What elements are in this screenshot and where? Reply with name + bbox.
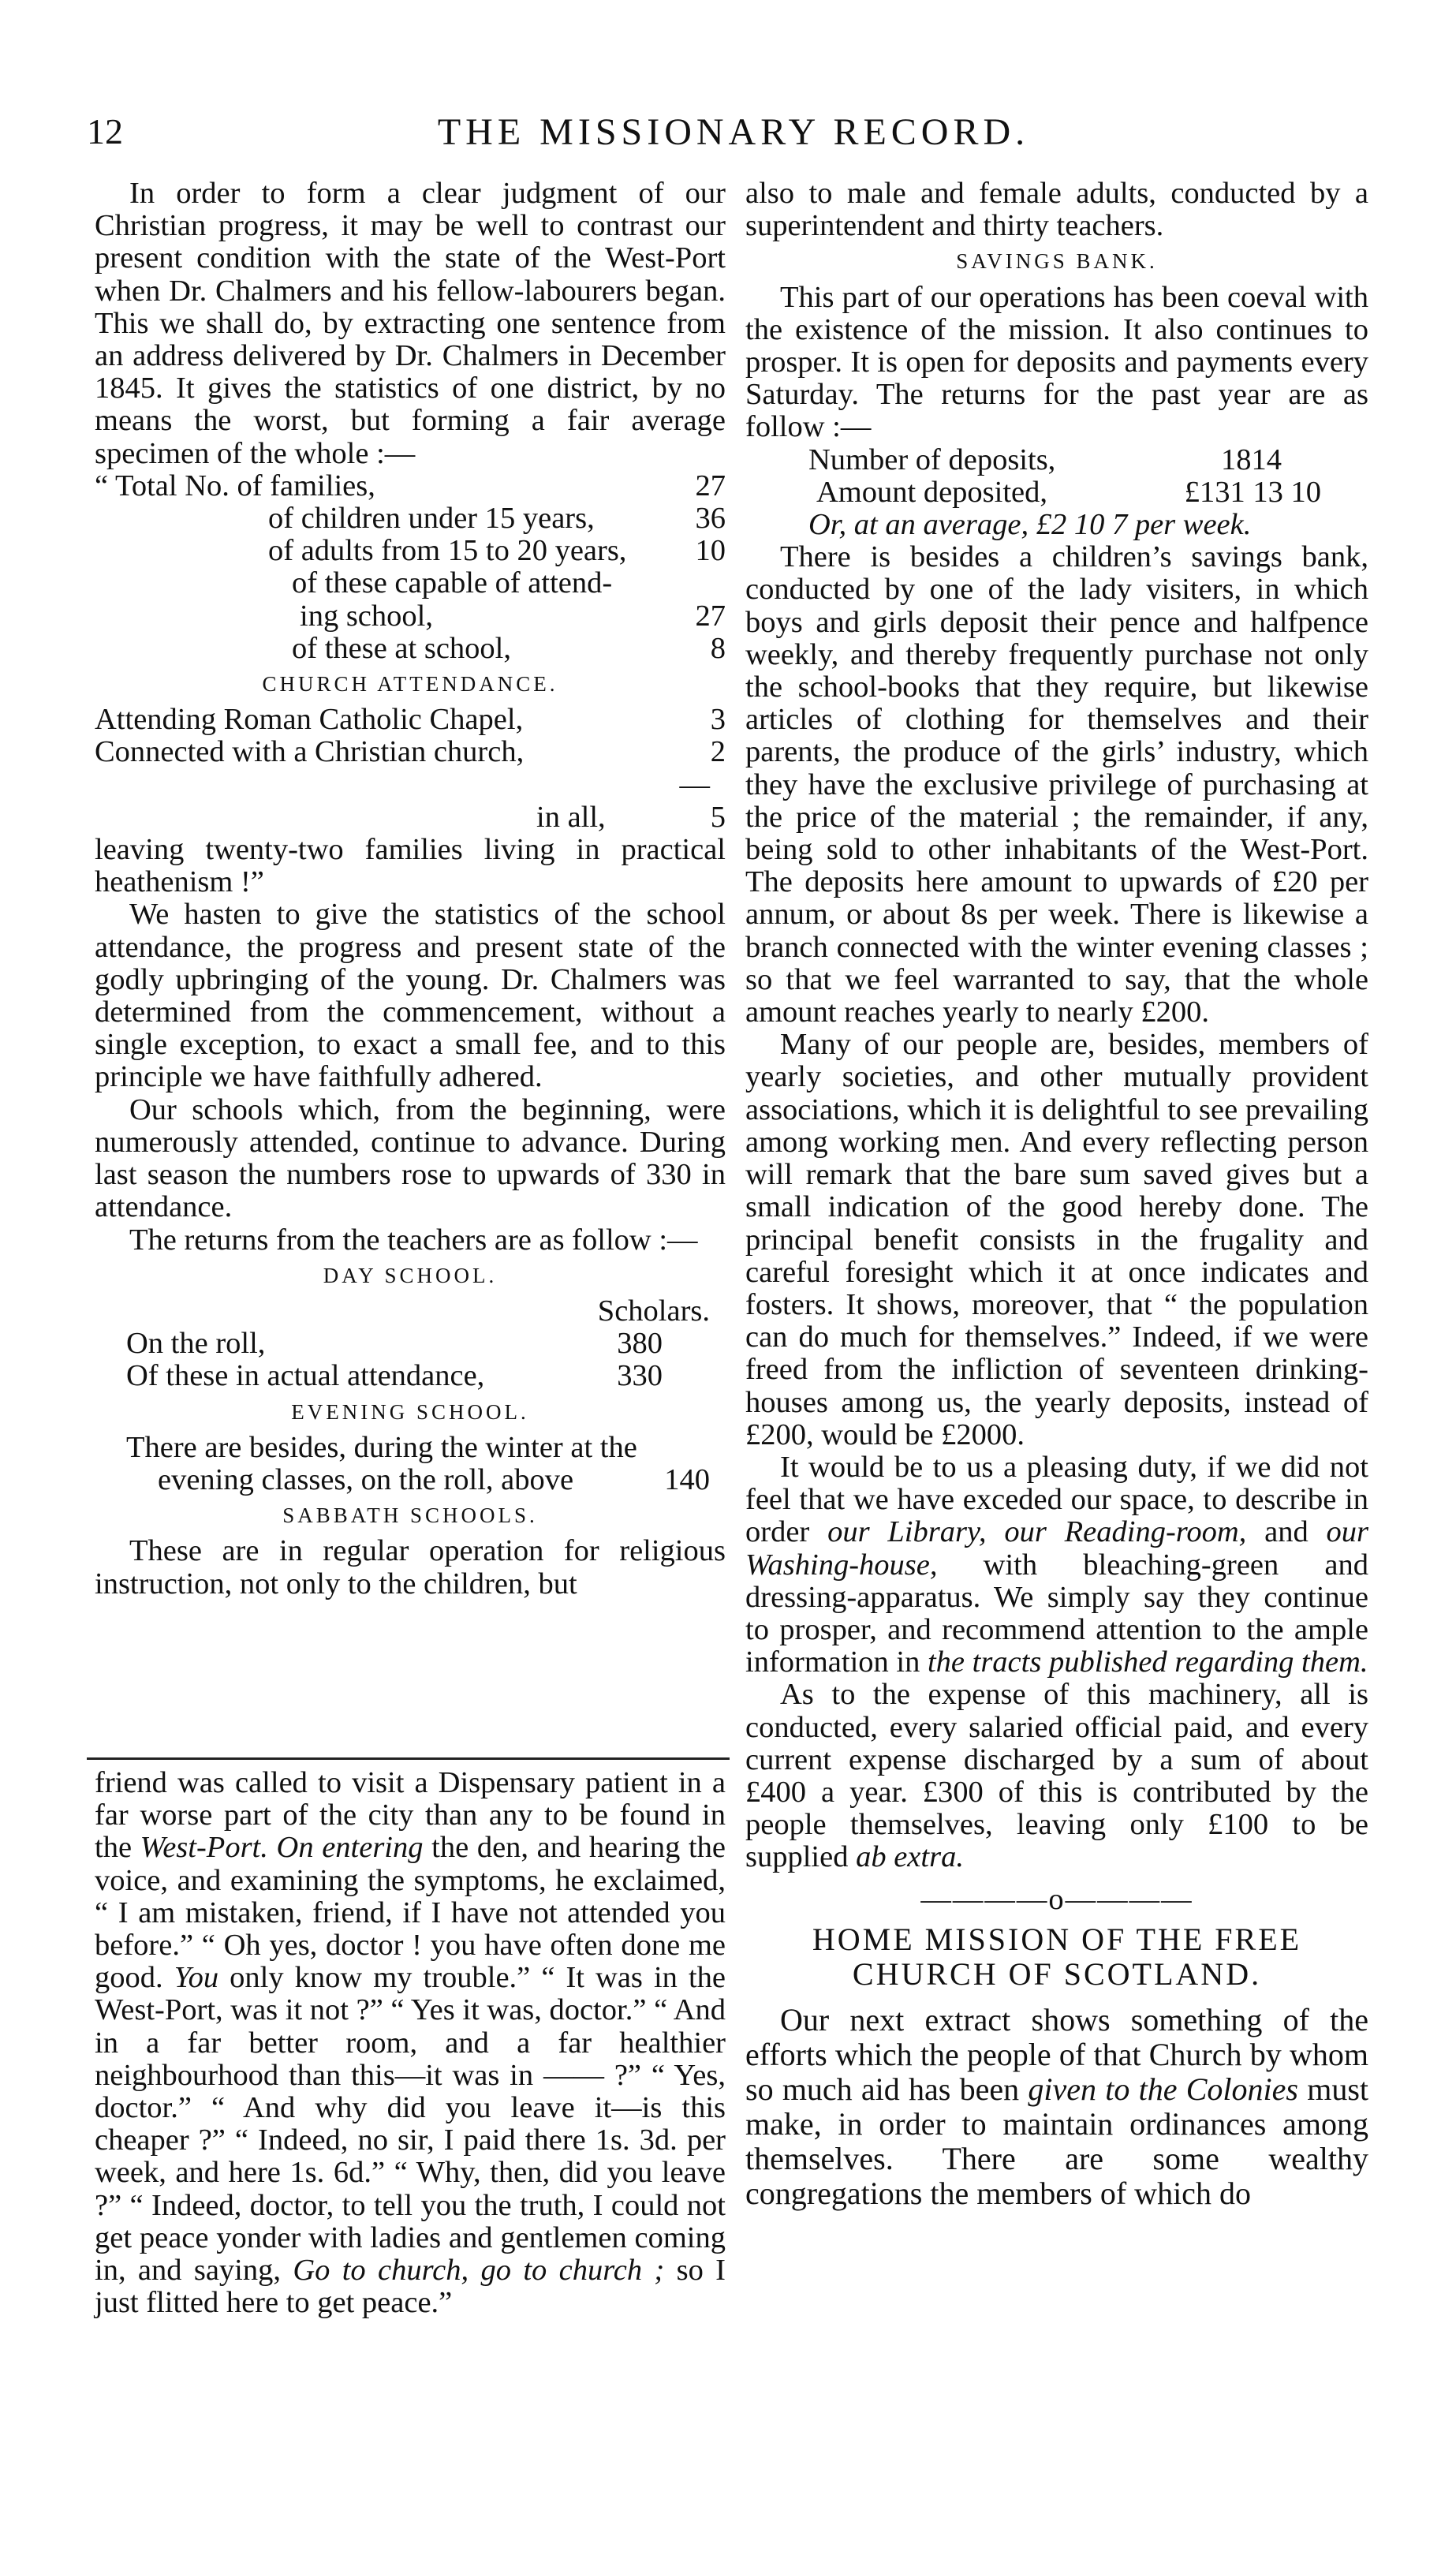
page-header bbox=[87, 110, 1380, 166]
average-line: Or, at an average, £2 10 7 per week. bbox=[808, 508, 1252, 542]
stat-value: 10 bbox=[695, 534, 726, 568]
stat-row bbox=[95, 633, 726, 665]
stat-row-total bbox=[95, 801, 726, 834]
row-label: There are besides, during the winter at the evening classes, on the roll, above bbox=[126, 1430, 637, 1496]
paragraph: leaving twenty-two families living in practical heathenism !” bbox=[95, 833, 726, 899]
paragraph: We hasten to give the statistics of the school attendance, the progress and present state of the godly upbringing of the young. Dr. Chalmers was determined from the commencement, without a single exception, to exact a small fee, and to this principle we have faithfully adhered. bbox=[95, 898, 726, 1094]
stat-value: 27 bbox=[695, 469, 726, 502]
row-label: Number of deposits, bbox=[808, 443, 1056, 476]
stat-value: 36 bbox=[695, 502, 726, 536]
stat-label: Attending Roman Catholic Chapel, bbox=[95, 703, 524, 737]
table-row bbox=[95, 1328, 726, 1360]
stat-label: of these capable of attend- bbox=[292, 566, 613, 600]
paragraph: Our next extract shows something of the efforts which the people of that Church by whom so much aid has been given to the Colonies must make, in order to maintain ordinances among themselves. There are some wealthy congregations the members of which do bbox=[745, 2001, 1368, 2211]
subheading-evening-school: EVENING SCHOOL. bbox=[291, 1399, 529, 1424]
page-number: 12 bbox=[87, 111, 123, 151]
subheading-day-school: DAY SCHOOL. bbox=[323, 1263, 498, 1287]
row-label: Of these in actual attendance, bbox=[126, 1359, 485, 1393]
amount-row bbox=[745, 476, 1368, 509]
stat-label: of adults from 15 to 20 years, bbox=[268, 534, 627, 568]
stat-row bbox=[95, 600, 726, 633]
paragraph: These are in regular operation for religious instruction, not only to the children, but bbox=[95, 1534, 726, 1600]
paragraph: The returns from the teachers are as follow :— bbox=[129, 1223, 698, 1257]
column-divider-rule bbox=[87, 1757, 730, 1760]
running-title: THE MISSIONARY RECORD. bbox=[437, 111, 1030, 153]
paragraph: There is besides a children’s savings bank, conducted by one of the lady visiters, in which boys and girls deposit their pence and halfpence weekly, and thereby frequently purchase not only the school-books that they require, but likewise articles of clothing for themselves and their parents, the produce of the girls’ industry, which they have the exclusive privilege of purchasing at the price of the material ; the remainder, if any, being sold to other inhabitants of the West-Port. The deposits here amount to upwards of £20 per annum, or about 8s per week. There is likewise a branch connected with the winter evening classes ; so that we feel warranted to say, that the whole amount reaches yearly to nearly £200. bbox=[745, 540, 1368, 1029]
paragraph: Many of our people are, besides, members of yearly societies, and other mutually provident associations, which it is delightful to see prevailing among working men. And every reflecting person will remark that the bare sum saved gives but a small indication of the good hereby done. The principal benefit consists in the frugality and careful foresight which it at once indicates and fosters. It shows, moreover, that “ the population can do much for themselves.” Indeed, if we were freed from the infliction of seventeen drinking-houses among us, the yearly deposits, instead of £200, would be £2000. bbox=[745, 1028, 1368, 1451]
stat-label: in all, bbox=[536, 800, 606, 834]
paragraph: In order to form a clear judgment of our Christian progress, it may be well to contrast our present condition with the state of the West-Port when Dr. Chalmers and his fellow-labourers began. This we shall do, by extracting one sentence from an address delivered by Dr. Chalmers in December 1845. It gives the statistics of one district, by no means the worst, but forming a fair average specimen of the whole :— bbox=[95, 177, 726, 470]
stat-value: 3 bbox=[710, 703, 726, 737]
paragraph: It would be to us a pleasing duty, if we did not feel that we have exceded our space, to describe in order our Library, our Reading-room, and our Washing-house, with bleaching-green and dressing-apparatus. We simply say they continue to prosper, and recommend attention to the ample information in the tracts published regarding them. bbox=[745, 1450, 1369, 1679]
subheading-savings-bank: SAVINGS BANK. bbox=[956, 249, 1158, 274]
stat-value: 5 bbox=[710, 800, 726, 834]
stat-row bbox=[95, 470, 726, 502]
left-column bbox=[95, 177, 726, 1600]
row-label: Amount deposited, bbox=[816, 475, 1047, 509]
row-value: 380 bbox=[617, 1327, 663, 1361]
table-row bbox=[95, 1360, 726, 1392]
stat-row bbox=[95, 567, 726, 599]
stat-row bbox=[95, 535, 726, 567]
stat-label: of these at school, bbox=[292, 631, 511, 665]
stat-label: Connected with a Christian church, bbox=[95, 735, 525, 769]
paragraph: This part of our operations has been coeval with the existence of the mission. It also continues to prosper. It is open for deposits and payments every Saturday. The returns for the past year are as follow :— bbox=[745, 280, 1368, 444]
family-statistics bbox=[95, 470, 726, 665]
paragraph: Our schools which, from the beginning, were numerously attended, continue to advance. During last season the numbers rose to upwards of 330 in attendance. bbox=[95, 1093, 726, 1224]
row-value: £131 13 10 bbox=[1184, 475, 1321, 509]
stat-label: of children under 15 years, bbox=[268, 502, 595, 536]
paragraph: also to male and female adults, conducted by a superintendent and thirty teachers. bbox=[745, 177, 1368, 243]
section-divider: ————o———— bbox=[920, 1882, 1193, 1916]
day-school-table bbox=[95, 1328, 726, 1392]
sum-dash: — bbox=[679, 768, 710, 801]
left-column-continued bbox=[95, 1767, 726, 2319]
right-column bbox=[745, 177, 1368, 2211]
stat-value: 2 bbox=[710, 735, 726, 769]
row-label: On the roll, bbox=[126, 1327, 266, 1361]
stat-value: 8 bbox=[710, 631, 726, 665]
stat-row bbox=[95, 704, 726, 736]
subheading-sabbath-schools: SABBATH SCHOOLS. bbox=[282, 1503, 538, 1528]
deposits-row bbox=[745, 444, 1368, 476]
stat-row bbox=[95, 736, 726, 768]
row-value: 140 bbox=[664, 1462, 710, 1496]
stat-label: “ Total No. of families, bbox=[95, 469, 375, 502]
paragraph: As to the expense of this machinery, all is conducted, every salaried official paid, and every current expense discharged by a sum of about £400 a year. £300 of this is contributed by the people themselves, leaving only £100 to be supplied ab extra. bbox=[745, 1678, 1368, 1874]
stat-row bbox=[95, 502, 726, 535]
subheading-church-attendance: CHURCH ATTENDANCE. bbox=[262, 672, 558, 697]
row-value: 330 bbox=[617, 1359, 663, 1393]
section-heading: HOME MISSION OF THE FREE CHURCH OF SCOTLAND. bbox=[812, 1921, 1302, 1992]
stat-value bbox=[670, 567, 726, 599]
row-value: 1814 bbox=[1221, 443, 1282, 476]
stat-value: 27 bbox=[695, 599, 726, 633]
evening-school-row bbox=[95, 1432, 726, 1496]
stat-label: ing school, bbox=[300, 599, 433, 633]
column-header-scholars: Scholars. bbox=[597, 1294, 710, 1328]
paragraph: friend was called to visit a Dispensary patient in a far worse part of the city than any to be found in the West-Port. On entering the den, and hearing the voice, and examining the symptoms, he exclaimed, “ I am mistaken, friend, if I have not attended you before.” “ Oh yes, doctor ! you have often done me good. You only know my trouble.” “ It was in the West-Port, was it not ?” “ Yes it was, doctor.” “ And in a far better room, and a far healthier neighbourhood than this—it was in —— ?” “ Yes, doctor.” “ And why did you leave it—is this cheaper ?” “ Indeed, no sir, I paid there 1s. 3d. per week, and here 1s. 6d.” “ Why, then, did you leave ?” “ Indeed, doctor, to tell you the truth, I could not get peace yonder with ladies and gentlemen coming in, and saying, Go to church, go to church ; so I just flitted here to get peace.” bbox=[95, 1766, 726, 2320]
